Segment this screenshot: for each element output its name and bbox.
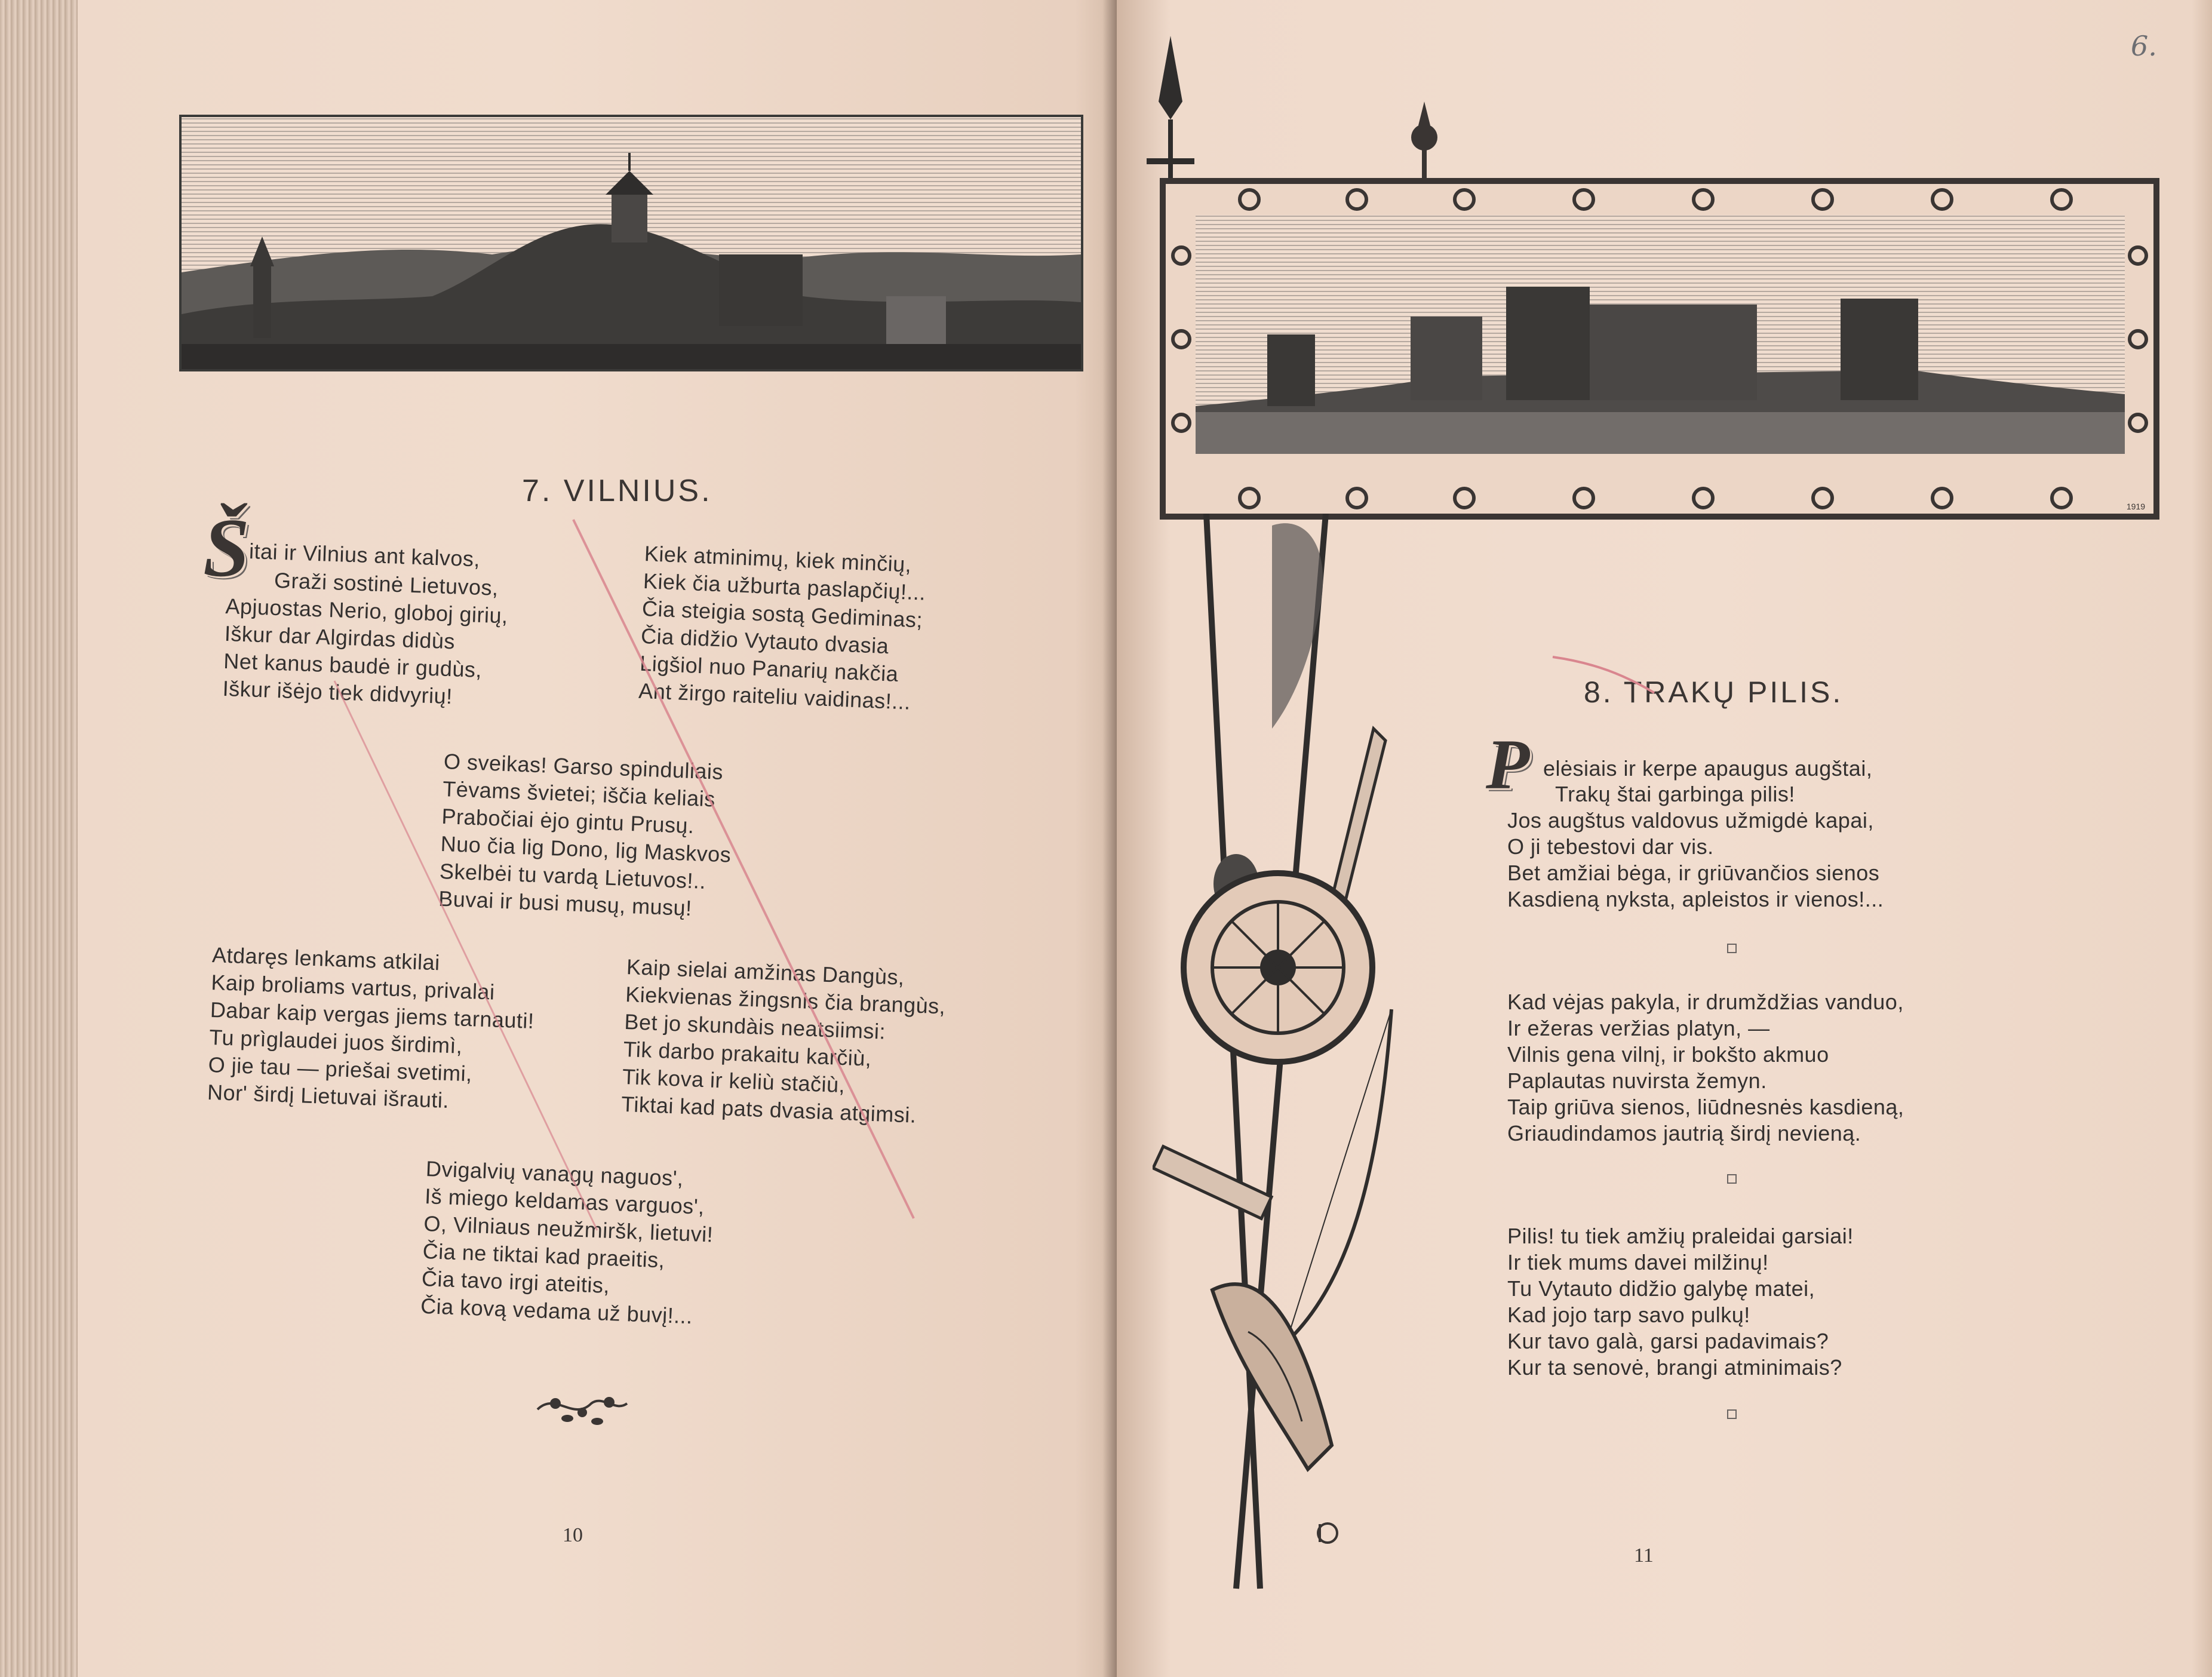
frame-year: 1919 [2126, 502, 2145, 511]
page-number: 11 [1634, 1544, 1654, 1567]
verse-line: Tiktai kad pats dvasia atgimsi. [620, 1091, 917, 1128]
verse-line: Kiek čia užburta paslapčių!... [643, 568, 926, 605]
verse-line: Bet amžiai bėga, ir griūvančios sienos [1507, 861, 1880, 885]
pencil-mark [1547, 651, 1726, 699]
verse-line: Skelbėi tu vardą Lietuvos!.. [439, 858, 706, 893]
stanza-1-cont [1507, 781, 1884, 913]
verse-line: Kad vėjas pakyla, ir drumždžias vanduo, [1507, 990, 1904, 1014]
verse-line: Čia steigia sostą Gediminas; [641, 595, 923, 632]
verse-line: Taip griūva sienos, liūdnesnės kasdieną, [1507, 1095, 1904, 1119]
verse-line: Kur ta senovė, brangi atminimais? [1507, 1355, 1842, 1380]
weapons-trophy-illustration [1153, 514, 1427, 1601]
verse-line: Kaip sielai amžinas Dangùs, [626, 954, 905, 990]
monogram-icon [1313, 1518, 1342, 1548]
pencil-page-note: 6. [2131, 30, 2157, 62]
verse-line: Paplautas nuvirsta žemyn. [1507, 1068, 1767, 1093]
page-number: 10 [563, 1524, 583, 1546]
verse-line: Nuo čia lig Dono, lig Maskvos [440, 831, 732, 867]
verse-line: Dvigalvių vanagų naguos', [425, 1156, 684, 1191]
verse-line: Čia tavo irgi ateitis, [421, 1266, 610, 1298]
verse-line: Kur tavo galà, garsi padavimais? [1507, 1329, 1829, 1353]
frame-rivets [1166, 184, 2153, 514]
stanza-separator [1727, 1174, 1737, 1184]
verse-line: Vilnis gena vilnį, ir bokšto akmuo [1507, 1042, 1829, 1067]
verse-line: Tu Vytauto didžio galybę matei, [1507, 1276, 1815, 1301]
verse-line: Graži sostinė Lietuvos, [274, 567, 499, 600]
verse-line: Griaudindamos jautrią širdį nevieną. [1507, 1121, 1861, 1145]
floral-ornament-icon [532, 1386, 633, 1433]
page-title: 7. VILNIUS. [522, 474, 712, 508]
verse-line: Prabočiai ėjo gintu Prusų. [441, 803, 695, 838]
verse-line: Ant žirgo raiteliu vaidinas!... [638, 678, 911, 714]
verse-line: Čia ne tiktai kad praeitis, [422, 1238, 666, 1273]
verse-line: Čia kovą vedama už buvį!... [420, 1293, 693, 1329]
stanza-1 [1543, 755, 1872, 782]
page-title: 8. TRAKŲ PILIS. [1584, 675, 1844, 709]
verse-line: Ir tiek mums davei milžinų! [1507, 1250, 1769, 1274]
stanza-separator [1727, 1409, 1737, 1419]
verse-line: Kasdieną nyksta, apleistos ir vienos!... [1507, 887, 1884, 911]
verse-line: Kad jojo tarp savo pulkų! [1507, 1303, 1750, 1327]
spear-icon [1147, 36, 1194, 191]
verse-line: Kiek atminimų, kiek minčių, [644, 540, 913, 577]
verse-line: Tu prìglaudei juos širdimì, [208, 1024, 463, 1058]
verse-line: elėsiais ir kerpe apaugus augštai, [1543, 756, 1873, 781]
right-page [1117, 0, 2212, 1677]
verse-line: Tėvams švietei; iščia keliais [442, 776, 716, 812]
verse-line: Ligšiol nuo Panarių nakčia [639, 650, 899, 686]
verse-line: Iškur dar Algirdas didùs [224, 621, 456, 654]
verse-line: Trakų štai garbinga pilis! [1555, 782, 1795, 806]
verse-line: O, Vilniaus neužmiršk, lietuvi! [423, 1211, 714, 1247]
verse-line: Apjuostas Nerio, globoj girių, [225, 593, 509, 628]
finial-icon [1403, 102, 1445, 179]
verse-line: O ji tebestovi dar vis. [1507, 834, 1714, 859]
verse-line: Pilis! tu tiek amžių praleidai garsiai! [1507, 1224, 1854, 1248]
stanza-2 [1507, 989, 1904, 1147]
verse-line: Bet jo skundàis neatsiimsi: [623, 1009, 886, 1044]
stanza-3 [1507, 1223, 1854, 1381]
drop-cap: P [1486, 724, 1530, 804]
verse-line: itai ir Vilnius ant kalvos, [248, 538, 481, 572]
verse-line: Dabar kaip vergas jiems tarnauti! [210, 997, 535, 1033]
verse-line: Kiekvienas žingsnis čia brangùs, [625, 981, 947, 1019]
verse-line: O jie tau — priešai svetimi, [208, 1052, 473, 1086]
verse-line: Atdaręs lenkams atkilai [211, 942, 441, 975]
verse-line: Čia didžio Vytauto dvasia [640, 623, 890, 659]
verse-line: Tik kova ir keliù stačiù, [622, 1064, 846, 1098]
verse-line: Iškur išėjo tiek didvyrių! [222, 675, 453, 709]
verse-line: Nor' širdį Lietuvai išrauti. [207, 1079, 450, 1113]
verse-line: Kaip broliams vartus, privalai [210, 969, 496, 1005]
stanza-separator [1727, 944, 1737, 953]
verse-line: Tik darbo prakaitu karčiù, [623, 1036, 872, 1071]
drop-cap: Š [203, 502, 250, 594]
trakai-frame [1160, 178, 2159, 520]
verse-line: Net kanus baudė ir gudùs, [223, 648, 483, 682]
verse-line: O sveikas! Garso spinduliais [443, 748, 724, 784]
verse-line: Jos augštus valdovus užmigdė kapai, [1507, 808, 1874, 833]
verse-line: Iš miego keldamas varguos', [424, 1183, 705, 1219]
verse-line: Buvai ir busi musų, musų! [438, 886, 693, 921]
verse-line: Ir ežeras veržias platyn, — [1507, 1016, 1770, 1040]
